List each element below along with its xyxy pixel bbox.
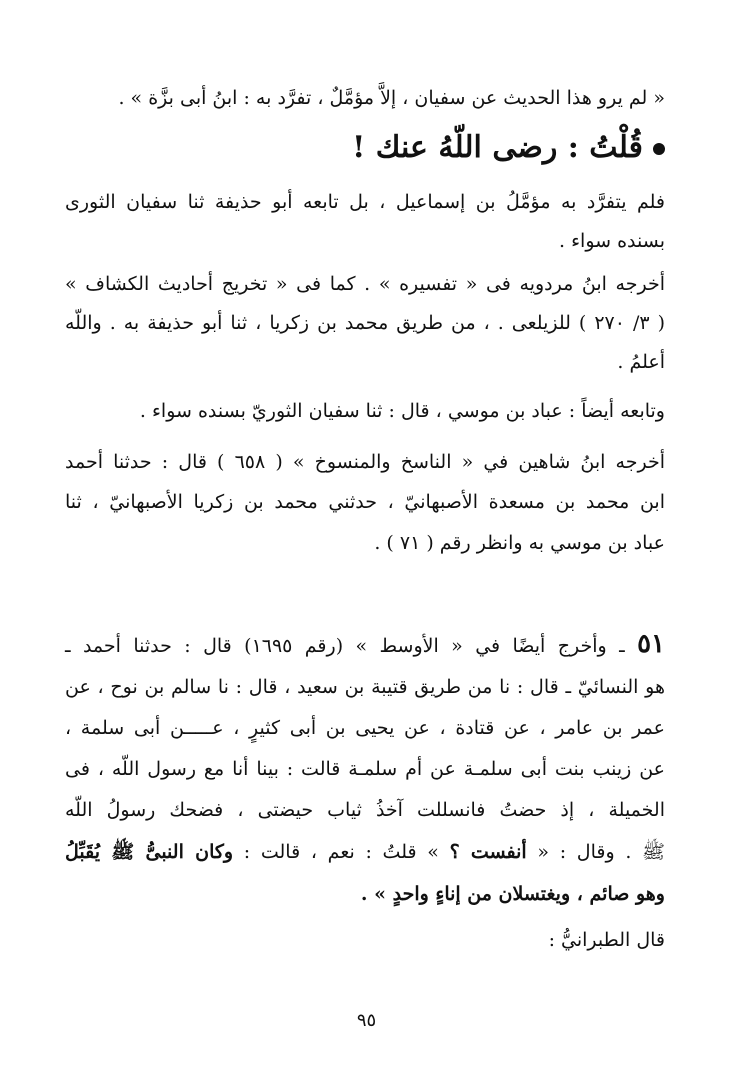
hadith-line: عمر بن عامر ، عن قتادة ، عن يحيى بن أبى كثيرٍ ، عـــــن أبى سلمة ، <box>65 717 665 739</box>
paragraph-line: بسنده سواء . <box>559 230 665 252</box>
paragraph-line: قال الطبرانيُّ : <box>548 929 665 951</box>
paragraph-line: وتابعه أيضاً : عباد بن موسي ، قال : ثنا سفيان الثوريّ بسنده سواء . <box>139 400 665 422</box>
paragraph-line: أعلمُ . <box>617 351 665 373</box>
hadith-number: ٥١ <box>637 629 665 659</box>
paragraph-line: ابن محمد بن مسعدة الأصبهانيّ ، حدثني محمد بن زكريا الأصبهانيّ ، ثنا <box>65 491 665 513</box>
hadith-bold-text: وكان النبىُّ ﷺ يُقَبِّلُ <box>65 841 234 863</box>
bullet-icon <box>653 143 665 155</box>
hadith-line <box>65 838 665 866</box>
paragraph-line: عباد بن موسي به وانظر رقم ( ٧١ ) . <box>374 532 665 554</box>
hadith-line: الخميلة ، إذ حضتُ فانسللت آخذُ ثياب حيضتى ، فضحك رسولُ اللّه <box>65 799 665 821</box>
hadith-line-text: ـ وأخرج أيضًا في « الأوسط » (رقم ١٦٩٥) قال : حدثنا أحمد ـ <box>65 635 625 657</box>
hadith-bold-text: أنفست ؟ <box>449 841 527 863</box>
page-number: ٩٥ <box>356 1010 377 1031</box>
hadith-line: وهو صائم ، ويغتسلان من إناءٍ واحدٍ » . <box>360 883 665 905</box>
hadith-line: عن زينب بنت أبى سلمـة عن أم سلمـة قالت : بينا أنا مع رسول اللّه ، فى <box>65 758 665 780</box>
paragraph-line: فلم يتفرَّد به مؤمَّلُ بن إسماعيل ، بل تابعه أبو حذيفة ثنا سفيان الثورى <box>65 191 665 213</box>
paragraph-line: ( ٣/ ٢٧٠ ) للزيلعى . ، من طريق محمد بن زكريا ، ثنا أبو حذيفة به . واللّه <box>65 312 665 334</box>
paragraph-line: أخرجه ابنُ شاهين في « الناسخ والمنسوخ » ( ٦٥٨ ) قال : حدثنا أحمد <box>65 451 665 473</box>
hadith-text: » قلتُ : نعم ، قالت : <box>233 841 450 863</box>
quote-line: « لم يرو هذا الحديث عن سفيان ، إلاَّ مؤمَّلٌ ، تفرَّد به : ابنُ أبى بزَّة » . <box>118 87 665 109</box>
hadith-line: هو النسائيّ ـ قال : نا من طريق قتيبة بن سعيد ، قال : نا سالم بن نوح ، عن <box>65 676 665 698</box>
heading-text: قُلْتُ : رضى اللّهُ عنك ! <box>352 130 643 165</box>
paragraph-line: أخرجه ابنُ مردويه فى « تفسيره » . كما فى « تخريج أحاديث الكشاف » <box>65 273 665 295</box>
section-heading <box>65 128 665 168</box>
hadith-text: ﷺ . وقال : « <box>526 841 666 863</box>
hadith-line <box>65 630 665 660</box>
